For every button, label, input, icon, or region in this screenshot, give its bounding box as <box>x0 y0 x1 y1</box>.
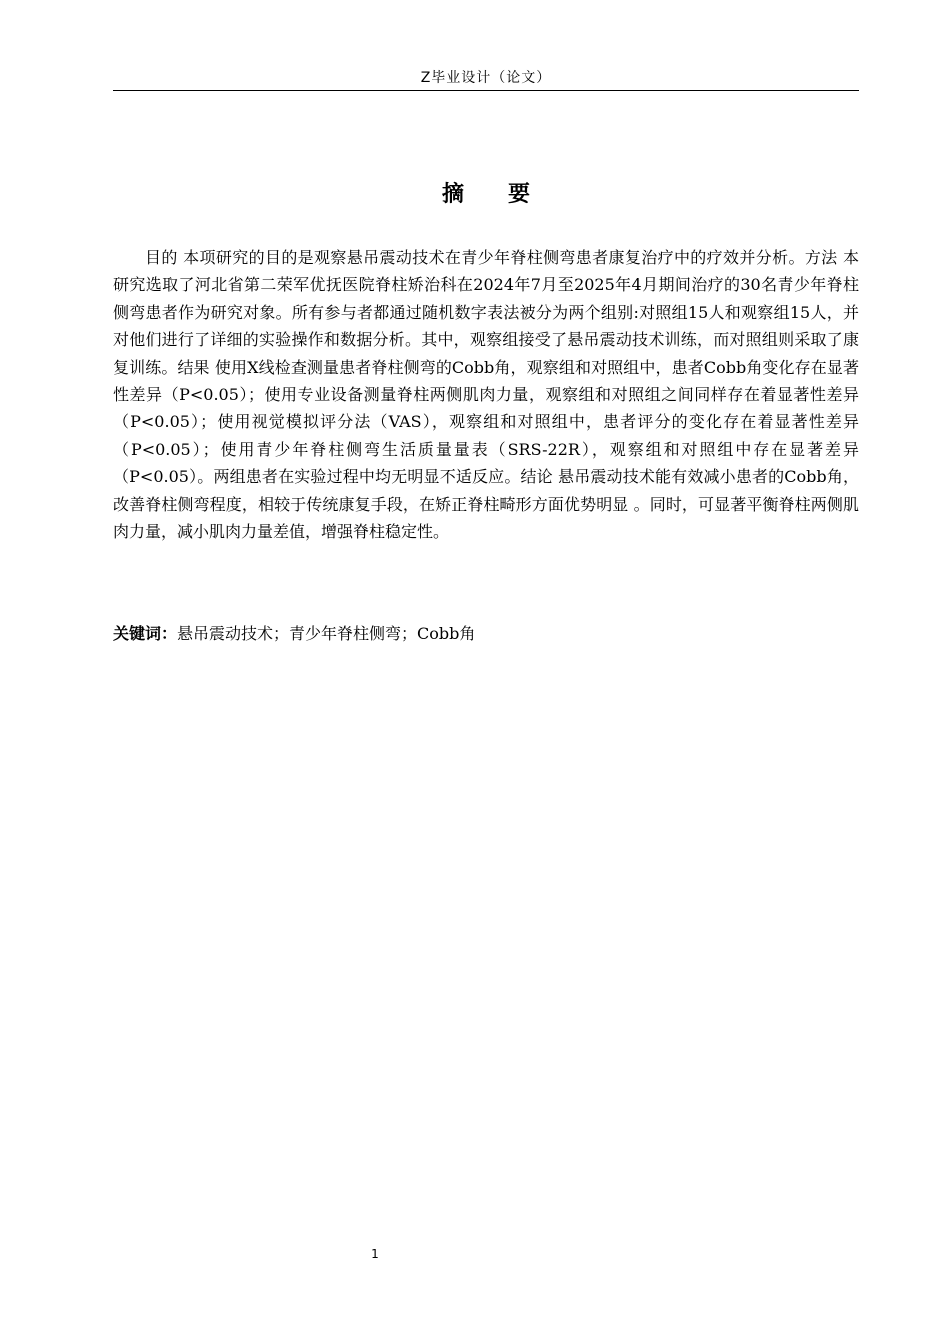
keywords-label: 关键词： <box>113 624 178 643</box>
abstract-body: 目的 本项研究的目的是观察悬吊震动技术在青少年脊柱侧弯患者康复治疗中的疗效并分析。方法 本研究选取了河北省第二荣军优抚医院脊柱矫治科在2024年7月至2025年4月期间治疗的30名青少年脊柱侧弯患者作为研究对象。所有参与者都通过随机数字表法被分为两个组别:对照组15人和观察组15人，并对他们进行了详细的实验操作和数据分析。其中，观察组接受了悬吊震动技术训练，而对照组则采取了康复训练。结果 使用X线检查测量患者脊柱侧弯的Cobb角，观察组和对照组中，患者Cobb角变化存在显著性差异（P<0.05）；使用专业设备测量脊柱两侧肌肉力量，观察组和对照组之间同样存在着显著性差异（P<0.05）；使用视觉模拟评分法（VAS），观察组和对照组中，患者评分的变化存在着显著性差异（P<0.05）；使用青少年脊柱侧弯生活质量量表（SRS-22R），观察组和对照组中存在显著差异（P<0.05）。两组患者在实验过程中均无明显不适反应。结论 悬吊震动技术能有效减小患者的Cobb角，改善脊柱侧弯程度，相较于传统康复手段，在矫正脊柱畸形方面优势明显 。同时，可显著平衡脊柱两侧肌肉力量，减小肌肉力量差值，增强脊柱稳定性。 <box>113 248 859 542</box>
keywords-text: 悬吊震动技术；青少年脊柱侧弯；Cobb角 <box>177 624 476 643</box>
page-title: 摘要 <box>441 182 574 207</box>
page-number: 1 <box>371 1247 379 1261</box>
page-header: Z毕业设计（论文） <box>420 70 552 86</box>
keywords-line <box>113 620 859 647</box>
header-rule <box>113 90 859 91</box>
